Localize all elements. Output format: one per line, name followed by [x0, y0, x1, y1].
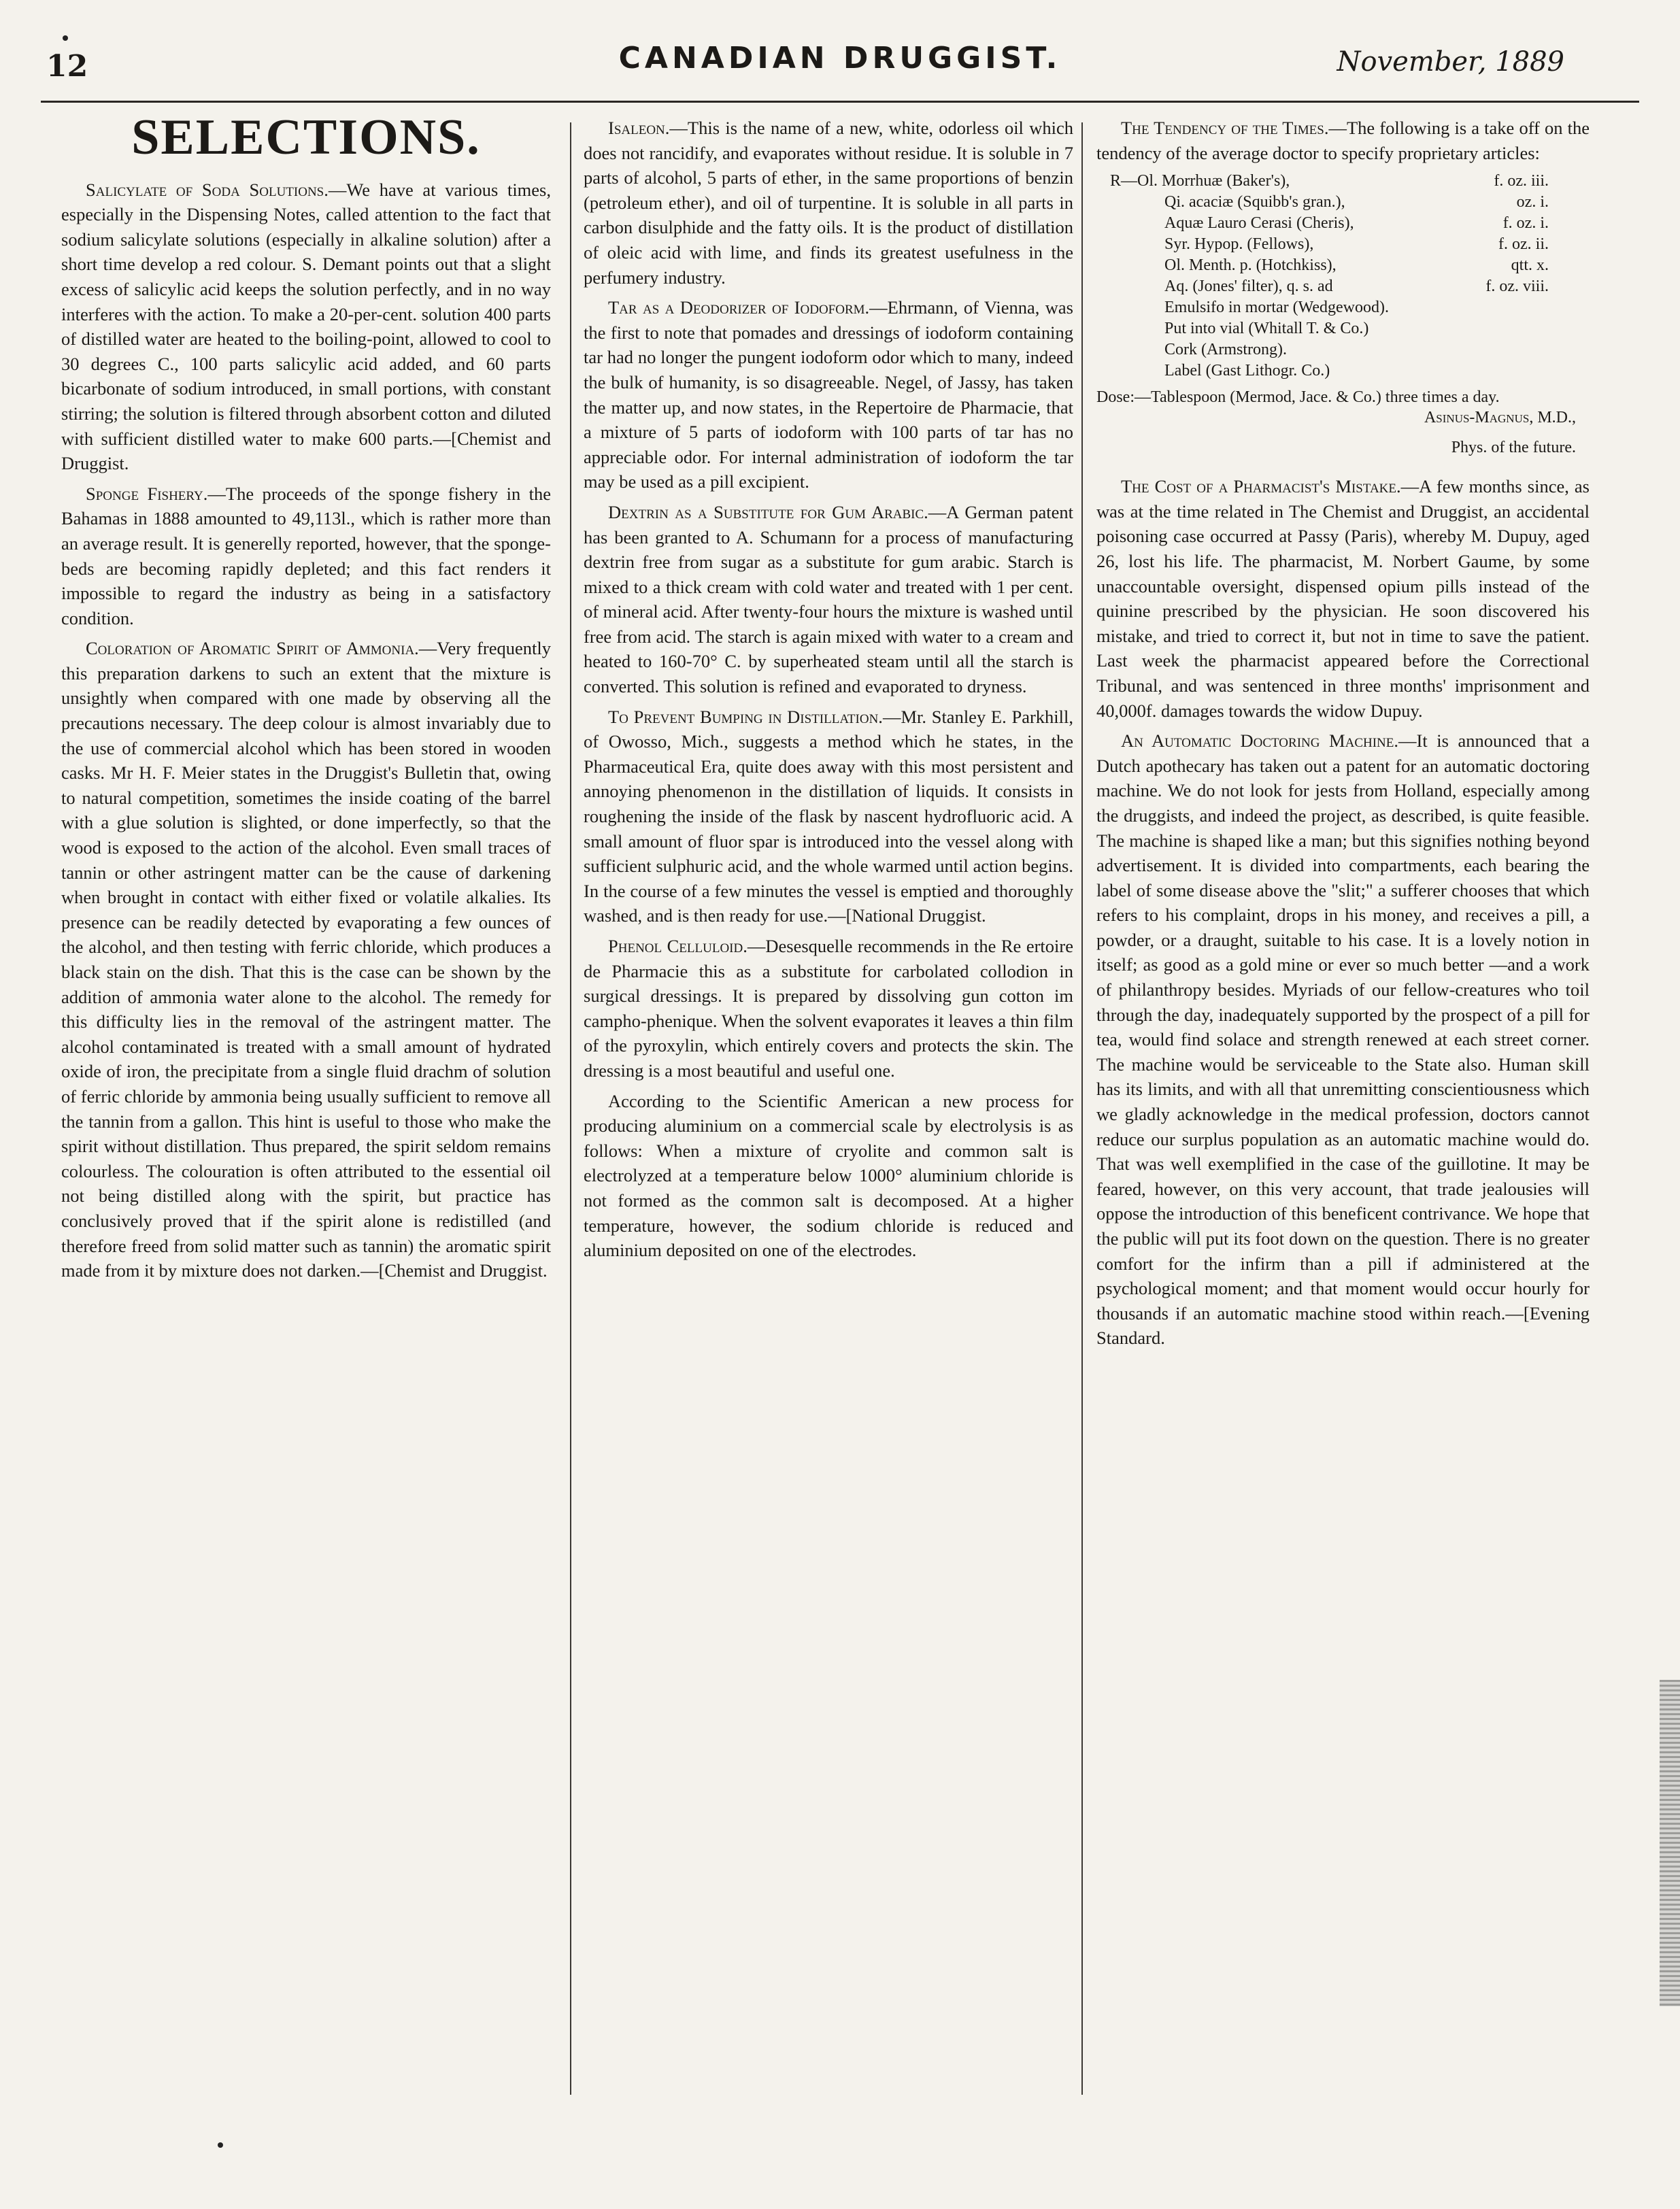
- rx-qty: f. oz. i.: [1502, 214, 1549, 233]
- article-body: —Mr. Stanley E. Parkhill, of Owosso, Mich., suggests a method which he states, in the Pharmaceutical Era, quite does away with this most persistent and annoying phenomenon in the distillation of liquids. It consists in roughening the inside of the flask by nascent hydrofluoric acid. A small amount of fluor spar is introduced into the vessel along with sufficient sulphuric acid, and the whole warmed until action begins. In the course of a few minutes the vessel is emptied and thoroughly washed, and is then ready for use.—[National Druggist.: [584, 706, 1073, 926]
- rx-qty: f. oz. iii.: [1494, 172, 1549, 190]
- rx-qty: oz. i.: [1516, 193, 1549, 212]
- article: [61, 178, 551, 476]
- rx-row: [1110, 192, 1590, 213]
- journal-title: CANADIAN DRUGGIST.: [618, 41, 1062, 75]
- article-body: —A few months since, as was at the time related in The Chemist and Druggist, an accidental poisoning case occurred at Passy (Paris), whereby M. Dupuy, aged 26, lost his life. The pharmacist, M. Norbert Gaume, by some unaccountable oversight, dispensed opium pills instead of the quinine prescribed by the physician. He soon discovered his mistake, and tried to correct it, but not in time to save the patient. Last week the pharmacist appeared before the Correctional Tribunal, and was sentenced in three months' imprisonment and 40,000f. damages towards the widow Dupuy.: [1096, 476, 1590, 721]
- article-body: According to the Scientific American a new process for producing aluminium on a commercial scale by electrolysis is as follows: When a mixture of cryolite and common salt is electrolyzed at a temperature below 1000° aluminium chloride is not formed as the common salt is decomposed. At a higher temperature, however, the sodium chloride is reduced and aluminium deposited on one of the electrodes.: [584, 1090, 1073, 1261]
- rx-item: Qi. acaciæ (Squibb's gran.),: [1164, 193, 1345, 212]
- page-header: [0, 0, 1680, 102]
- article: [1096, 474, 1590, 723]
- article: [584, 1089, 1073, 1263]
- article-heading: The Cost of a Pharmacist's Mistake.: [1121, 476, 1401, 497]
- signature-title: Phys. of the future.: [1451, 439, 1576, 457]
- article-heading: Isaleon.: [608, 118, 670, 138]
- article-heading: The Tendency of the Times.: [1121, 118, 1329, 138]
- rx-row: [1110, 213, 1590, 234]
- ink-speck: [63, 35, 68, 41]
- article: [584, 500, 1073, 699]
- article: [584, 116, 1073, 290]
- article-body: —It is announced that a Dutch apothecary has taken out a patent for an automatic doctoring machine. We do not look for jests from Holland, especially among the druggists, and indeed the project, as described, is quite feasible. The machine is shaped like a man; but this signifies nothing beyond advertisement. It is divided into compartments, each bearing the label of some disease above the "slit;" a sufferer chooses that which refers to his complaint, drops in his money, and receives a pill, a powder, or a draught, suitable to his case. It is a lovely notion in itself; as good as a gold mine or ever so much better —and a work of philanthropy besides. Myriads of our fellow-creatures who toil through the day, inadequately supported by the prospect of a pill for tea, would find solace and strength renewed at each street corner. The machine would be serviceable to the State also. Human skill has its limits, and with all that unremitting conscientiousness which we gladly acknowledge in the medical profession, doctors cannot reduce our surplus population as an automatic machine would do. That was well exemplified in the case of the guillotine. It may be feared, however, on this very account, that trade jealousies will oppose the introduction of this beneficent contrivance. We hope that the public will put its foot down on the question. There is no greater comfort for the infirm than a pill if administered at the psychological moment; and that moment would occur hourly for thousands if an automatic machine stood within reach.—[Evening Standard.: [1096, 730, 1590, 1349]
- article-body: —Ehrmann, of Vienna, was the first to note that pomades and dressings of iodoform containing tar had no longer the pungent iodoform odor which to many, indeed the bulk of humanity, is so disagreeable. Negel, of Jassy, has taken the matter up, and now states, in the Repertoire de Pharmacie, that a mixture of 5 parts of iodoform with 100 parts of tar has no appreciable odor. For internal administration of iodoform the tar may be used as a pill excipient.: [584, 297, 1073, 492]
- article-heading: To Prevent Bumping in Distillation.: [608, 706, 883, 727]
- ink-speck: [218, 2142, 223, 2148]
- rx-item: Cork (Armstrong).: [1164, 341, 1287, 359]
- section-title: SELECTIONS.: [131, 109, 481, 165]
- article-body: —The following is a take off on the tendency of the average doctor to specify proprietary articles:: [1096, 118, 1590, 163]
- article-heading: Sponge Fishery.: [86, 483, 208, 504]
- article: [584, 705, 1073, 928]
- rx-row: [1110, 339, 1590, 360]
- page-number: 12: [46, 49, 88, 84]
- article: [1096, 116, 1590, 165]
- article-body: —We have at various times, especially in the Dispensing Notes, called attention to the fact that sodium salicylate solutions (especially in alkaline solution) after a short time develop a red colour. S. Demant points out that a slight excess of salicylic acid keeps the solution perfectly, and in no way interferes with the action. To make a 20-per-cent. solution 400 parts of distilled water are heated to the boiling-point, allowed to cool to 30 degrees C., 100 parts salicylic acid added, and 60 parts bicarbonate of sodium introduced, in small portions, with constant stirring; the solution is filtered through absorbent cotton and diluted with sufficient distilled water to make 600 parts.—[Chemist and Druggist.: [61, 179, 551, 474]
- rx-item: Emulsifo in mortar (Wedgewood).: [1164, 299, 1389, 317]
- rx-item: Ol. Menth. p. (Hotchkiss),: [1164, 256, 1337, 275]
- article-heading: Phenol Celluloid.: [608, 936, 747, 956]
- rx-row: [1110, 234, 1590, 255]
- column-1: [61, 109, 551, 1289]
- dose-line: Dose:—Tablespoon (Mermod, Jace. & Co.) three times a day.: [1096, 388, 1500, 407]
- article: [584, 295, 1073, 494]
- article: [61, 636, 551, 1283]
- rx-item: Syr. Hypop. (Fellows),: [1164, 235, 1314, 254]
- article-body: —The proceeds of the sponge fishery in the Bahamas in 1888 amounted to 49,113l., which is rather more than an average result. It is generelly reported, however, that the sponge-beds are becoming rapidly depleted; and this fact renders it impossible to regard the industry as being in a satisfactory condition.: [61, 483, 551, 628]
- rx-qty: f. oz. ii.: [1498, 235, 1549, 254]
- article-heading: An Automatic Doctoring Machine.: [1121, 730, 1399, 752]
- rx-row: [1110, 360, 1590, 382]
- scan-edge-artifact: [1660, 1680, 1680, 2006]
- article-body: —This is the name of a new, white, odorless oil which does not rancidify, and evaporates without residue. It is soluble in 7 parts of alcohol, 5 parts of ether, in the same proportions of benzin (petroleum ether), and oil of turpentine. It is soluble in all parts in carbon disulphide and the fatty oils. It is the product of distillation of oleic acid with lime, and finds its greatest usefulness in the perfumery industry.: [584, 118, 1073, 288]
- rx-row: [1110, 255, 1590, 276]
- article-body: —A German patent has been granted to A. Schumann for a process of manufacturing dextrin free from sugar as a substitute for gum arabic. Starch is mixed to a thick cream with cold water and treated with 1 per cent. of mineral acid. After twenty-four hours the mixture is washed until free from acid. The starch is again mixed with water to a cream and heated to 160-70° C. by superheated steam until all the starch is converted. This solution is refined and evaporated to dryness.: [584, 501, 1073, 697]
- rx-item: Put into vial (Whitall T. & Co.): [1164, 320, 1369, 338]
- article-heading: Dextrin as a Substitute for Gum Arabic.: [608, 501, 928, 522]
- article-heading: Tar as a Deodorizer of Iodoform.: [608, 297, 870, 318]
- rx-row: [1110, 171, 1590, 192]
- article-body: —Desesquelle recommends in the Re ertoire de Pharmacie this as a substitute for carbolated collodion in surgical dressings. It is prepared by dissolving gun cotton im campho-phenique. When the solvent evaporates it leaves a thin film of the pyroxylin, which entirely covers and protects the skin. The dressing is a most beautiful and useful one.: [584, 936, 1073, 1081]
- rx-row: [1110, 276, 1590, 297]
- issue-date: November, 1889: [1337, 46, 1564, 78]
- rx-item: Aquæ Lauro Cerasi (Cheris),: [1164, 214, 1354, 233]
- article: [61, 482, 551, 631]
- article-heading: Salicylate of Soda Solutions.: [86, 179, 329, 200]
- rx-item: Aq. (Jones' filter), q. s. ad: [1164, 277, 1333, 296]
- column-divider: [1081, 122, 1083, 2095]
- article-body: —Very frequently this preparation darkens to such an extent that the mixture is unsightly when compared with one made by observing all the precautions necessary. The deep colour is almost invariably due to the use of commercial alcohol which has been stored in wooden casks. Mr H. F. Meier states in the Druggist's Bulletin that, owing to natural competition, sometimes the inside coating of the barrel with a glue solution is slighted, or done imperfectly, so that the wood is exposed to the action of the alcohol. Even small traces of tannin or other astringent matter can be the cause of darkening when brought in contact with either fixed or volatile alkalies. Its presence can be readily detected by evaporating a few ounces of the alcohol, and then testing with ferric chloride, which produces a black stain on the dish. That this is the case can be shown by the addition of ammonia water alone to the alcohol. The remedy for this difficulty lies in the removal of the astringent matter. The alcohol contaminated is treated with a small amount of hydrated oxide of iron, the precipitate from a single fluid drachm of solution of ferric chloride by ammonia being usually sufficient to remove all the tannin from a gallon. This hint is useful to those who make the spirit without distillation. Thus prepared, the spirit seldom remains colourless. The colouration is often attributed to the essential oil not being distilled along with the spirit, but practice has conclusively proved that if the spirit alone is redistilled (and therefore freed from solid matter such as tannin) the aromatic spirit made from it by mixture does not darken.—[Chemist and Druggist.: [61, 638, 551, 1281]
- prescription: [1110, 171, 1590, 382]
- header-rule: [41, 101, 1639, 103]
- rx-item: R—Ol. Morrhuæ (Baker's),: [1110, 172, 1290, 190]
- article: [1096, 728, 1590, 1351]
- rx-qty: qtt. x.: [1511, 256, 1549, 275]
- rx-qty: f. oz. viii.: [1485, 277, 1549, 296]
- column-divider: [570, 122, 571, 2095]
- column-3: [1096, 116, 1590, 1356]
- rx-item: Label (Gast Lithogr. Co.): [1164, 362, 1330, 380]
- article-heading: Coloration of Aromatic Spirit of Ammonia.: [86, 638, 419, 659]
- column-2: [584, 116, 1073, 1268]
- rx-row: [1110, 318, 1590, 339]
- rx-row: [1110, 297, 1590, 318]
- article: [584, 934, 1073, 1083]
- signature: Asinus-Magnus, M.D.,: [1424, 409, 1576, 427]
